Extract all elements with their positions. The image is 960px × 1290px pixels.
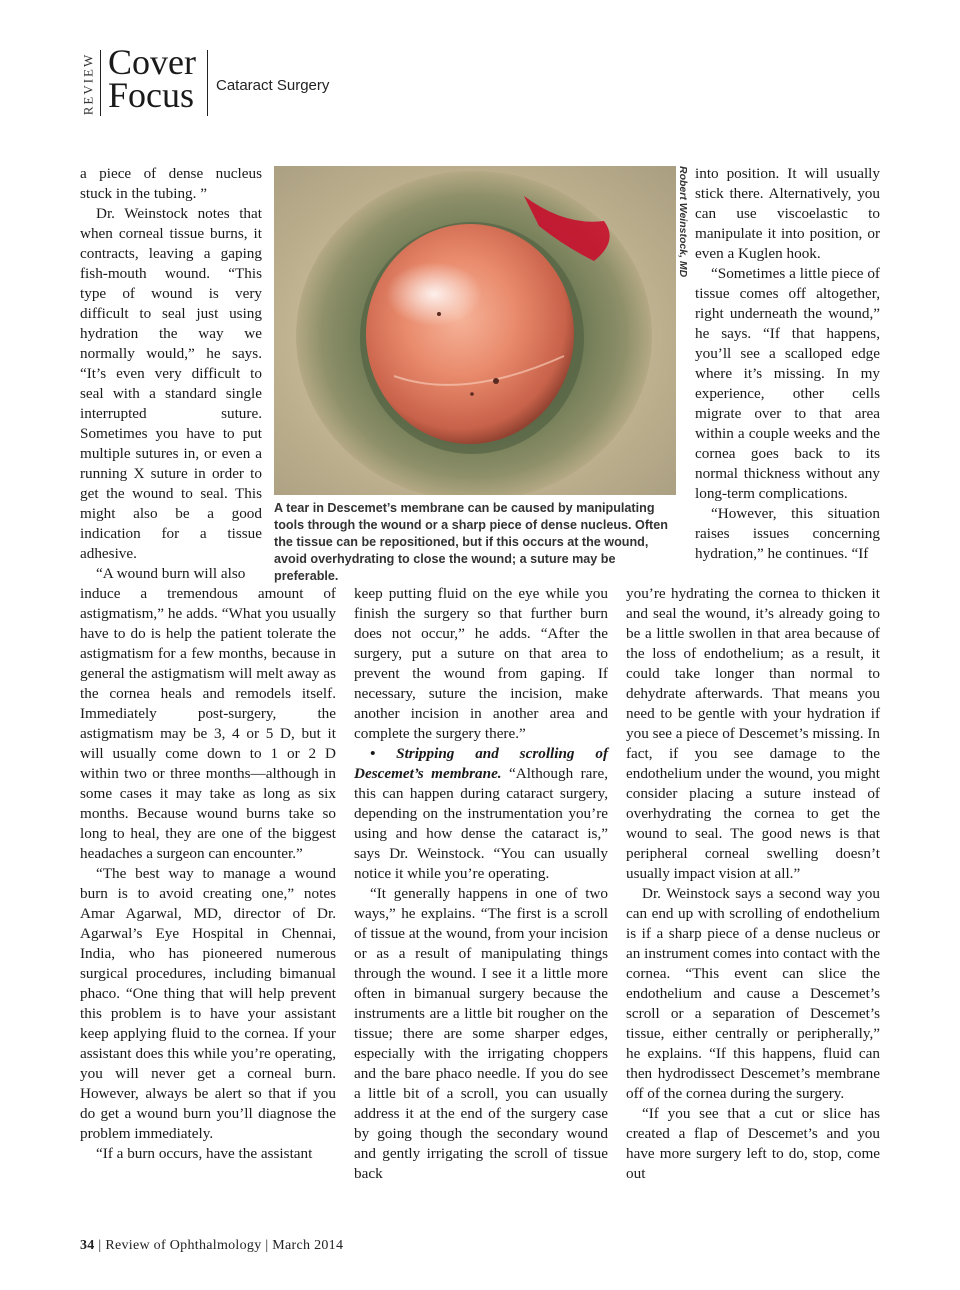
column-1-bottom: [80, 584, 336, 1164]
column-3-top: [695, 164, 880, 564]
page-number: 34: [80, 1238, 95, 1253]
department-title: [108, 42, 196, 115]
pupil-lens: [366, 224, 574, 444]
debris-dot: [493, 378, 499, 384]
paragraph: induce a tremendous amount of astigmatism,” he adds. “What you usually have to do is help the patient tolerate the astigmatism for a few months, because in general the astigmatism will melt away as the cornea heals and remodels itself. Immediately post-surgery, the astigmatism may be 3, 4 or 5 D, but it will usually come down to 1 or 2 D within two or three months—although in some cases it may take as long as six months. Because wound burns take so long to heal, they are one of the biggest headaches a surgeon can encounter.”: [80, 585, 336, 862]
debris-dot: [437, 312, 441, 316]
light-reflection: [386, 262, 482, 326]
department-title-line1: Cover: [108, 42, 196, 82]
paragraph: “Sometimes a little piece of tissue comes off altogether, right underneath the wound,” he says. “If that happens, you’ll see a scalloped edge where it’s missing. In my experience, other cells migrate over to that area within a couple weeks and the cornea goes back to its normal thickness without any long-term complications.: [695, 265, 880, 502]
review-vertical-label: REVIEW: [80, 52, 96, 116]
subhead-descemet: • Stripping and scrolling of Descemet’s membrane.: [354, 745, 608, 782]
department-title-line2: Focus: [108, 75, 195, 115]
paragraph: “A wound burn will also: [96, 565, 246, 582]
column-2: [354, 584, 608, 1184]
paragraph: a piece of dense nucleus stuck in the tubing. ”: [80, 165, 262, 202]
section-title: Cataract Surgery: [216, 77, 330, 94]
publication-name: Review of Ophthalmology: [105, 1238, 262, 1253]
debris-dot: [470, 392, 474, 396]
paragraph: you’re hydrating the cornea to thicken it and seal the wound, it’s already going to be a little swollen in that area because of the loss of endothelium; as a result, it could take longer than normal to dehydrate afterwards. That means you need to be gentle with your hydration if you see a piece of Descemet’s missing. In fact, if you see damage to the endothelium under the wound, you might consider placing a suture instead of overhydrating the cornea to get the wound to seal. The good news is that peripheral corneal swelling doesn’t usually impact vision at all.”: [626, 585, 880, 882]
figure-caption: A tear in Descemet’s membrane can be caused by manipulating tools through the wound or a sharp piece of dense nucleus. Often the tissue can be repositioned, but if this occurs at the wound, avoid overhydrating to close the wound; a suture may be preferable.: [274, 501, 668, 583]
paragraph: into position. It will usually stick there. Alternatively, you can use viscoelastic to manipulate it into position, or even a Kuglen hook.: [695, 165, 880, 262]
paragraph: keep putting fluid on the eye while you finish the surgery so that further burn does not occur,” he adds. “After the surgery, put a suture on that area to prevent the wound from gaping. If necessary, suture the incision, make another incision in another area and complete the surgery there.”: [354, 585, 608, 742]
paragraph: Dr. Weinstock notes that when corneal tissue burns, it contracts, leaving a gaping fish-mouth wound. “This type of wound is very difficult to seal just using hydration the way we normally would,” he says. “It’s even very difficult to seal with a standard single interrupted suture. Sometimes you have to put multiple sutures in, or even a running X suture in order to get the wound to seal. This might also be a good indication for a tissue adhesive.: [80, 205, 262, 562]
header-divider-left: [100, 50, 101, 116]
paragraph: “If a burn occurs, have the assistant: [96, 1145, 313, 1162]
paragraph: “If you see that a cut or slice has created a flap of Descemet’s and you have more surgery left to do, stop, come out: [626, 1105, 880, 1182]
column-3-bottom: [626, 584, 880, 1184]
eye-photo: [274, 166, 676, 495]
column-1-top: [80, 164, 262, 584]
issue-date: March 2014: [272, 1238, 344, 1253]
photo-credit: Robert Weinstock, MD: [677, 166, 689, 278]
paragraph: “The best way to manage a wound burn is to avoid creating one,” notes Amar Agarwal, MD, director of Dr. Agarwal’s Eye Hospital in Chennai, India, who has pioneered numerous surgical procedures, including bimanual phaco. “One thing that will help prevent this problem is to have your assistant keep applying fluid to the cornea. If your assistant does this while you’re operating, you will never get a corneal burn. However, always be alert so that if you do get a wound burn you’ll diagnose the problem immediately.: [80, 865, 336, 1142]
paragraph: “However, this situation raises issues concerning hydration,” he continues. “If: [695, 505, 880, 562]
eye-illustration: [274, 166, 676, 495]
paragraph: “It generally happens in one of two ways,” he explains. “The first is a scroll of tissue at the wound, from your incision or as a result of manipulating things through the wound. I see it a little more often in bimanual surgery because the instruments are a little bit rougher on the tissue; there are some sharper edges, especially with the irrigating choppers and the bare phaco needle. If you do see a little bit of a scroll, you can usually address it at the end of the surgery case by going though the secondary wound and gently irrigating the scroll of tissue back: [354, 885, 608, 1182]
header-divider-right: [207, 50, 208, 116]
page-footer: 34 | Review of Ophthalmology | March 2014: [80, 1238, 344, 1253]
paragraph: Dr. Weinstock says a second way you can end up with scrolling of endothelium is if a sharp piece of a dense nucleus or an instrument comes into contact with the cornea. “This event can slice the endothelium and cause a Descemet’s scroll or a separation of Descemet’s tissue, either centrally or peripherally,” he explains. “If this happens, fluid can then hydrodissect Descemet’s membrane off of the cornea during the surgery.: [626, 885, 880, 1102]
paragraph-text: “Although rare, this can happen during cataract surgery, depending on the instrumentation you’re using and how dense the cataract is,” says Dr. Weinstock. “You can usually notice it while you’re operating.: [354, 765, 608, 882]
paragraph: [354, 744, 608, 884]
